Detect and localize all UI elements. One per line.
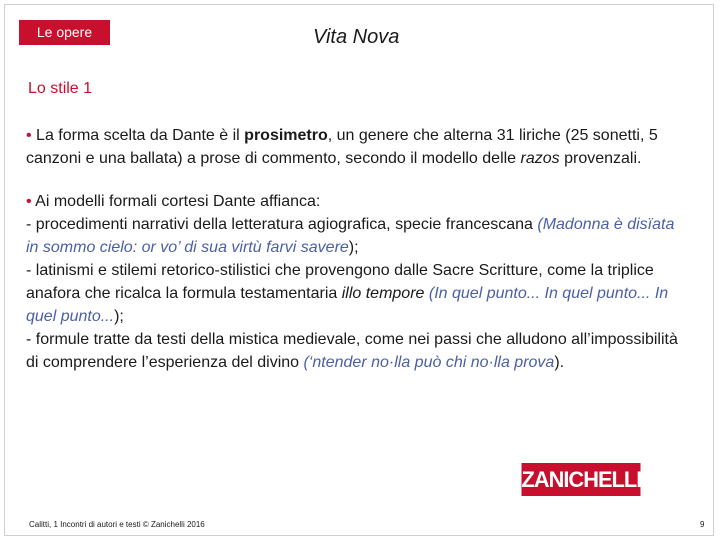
paragraph-text: Ai modelli formali cortesi Dante affianca:: [31, 193, 321, 210]
slide-body: [26, 124, 690, 374]
slide-heading: Lo stile 1: [28, 80, 93, 97]
keyword-prosimetro: prosimetro: [244, 127, 328, 144]
quote-in-quel-punto: (In quel punto... In quel punto... In quel punto...: [26, 285, 669, 325]
list-item-latinismi: - latinismi e stilemi retorico-stilistici che provengono dalle Sacre Scritture, come la triplice anafora che ricalca la formula testamentaria: [26, 262, 654, 302]
bullet-icon: •: [26, 127, 32, 144]
zanichelli-logo: ZANICHELLI: [521, 463, 640, 496]
bullet-icon: •: [26, 193, 32, 210]
quote-ntender: (‘ntender no·lla può chi no·lla prova: [303, 354, 555, 371]
paragraph-text: La forma scelta da Dante è il: [31, 127, 245, 144]
page-number: 9: [700, 520, 705, 529]
term-razos: razos: [520, 150, 560, 167]
list-item-end: );: [348, 239, 359, 256]
term-illo-tempore: illo tempore: [341, 285, 425, 302]
section-tag: Le opere: [19, 20, 110, 45]
paragraph-modelli: [26, 190, 690, 374]
list-item-agiografica: - procedimenti narrativi della letteratura agiografica, specie francescana: [26, 216, 538, 233]
paragraph-prosimetro: [26, 124, 690, 170]
paragraph-text: provenzali.: [559, 150, 642, 167]
page-title: Vita Nova: [313, 26, 400, 48]
list-item-end: ).: [554, 354, 565, 371]
footer-credit: Calitti, 1 Incontri di autori e testi © Zanichelli 2016: [29, 520, 205, 529]
list-item-mistica: - formule tratte da testi della mistica medievale, come nei passi che alludono all’impossibilità di comprendere l’esperienza del divino: [26, 331, 678, 371]
list-item-end: );: [114, 308, 124, 325]
quote-madonna: (Madonna è disïata in sommo cielo: or vo’ di sua virtù farvi savere: [26, 216, 675, 256]
paragraph-text: , un genere che alterna 31 liriche (25 sonetti, 5 canzoni e una ballata) a prose di commento, secondo il modello delle: [26, 127, 658, 167]
